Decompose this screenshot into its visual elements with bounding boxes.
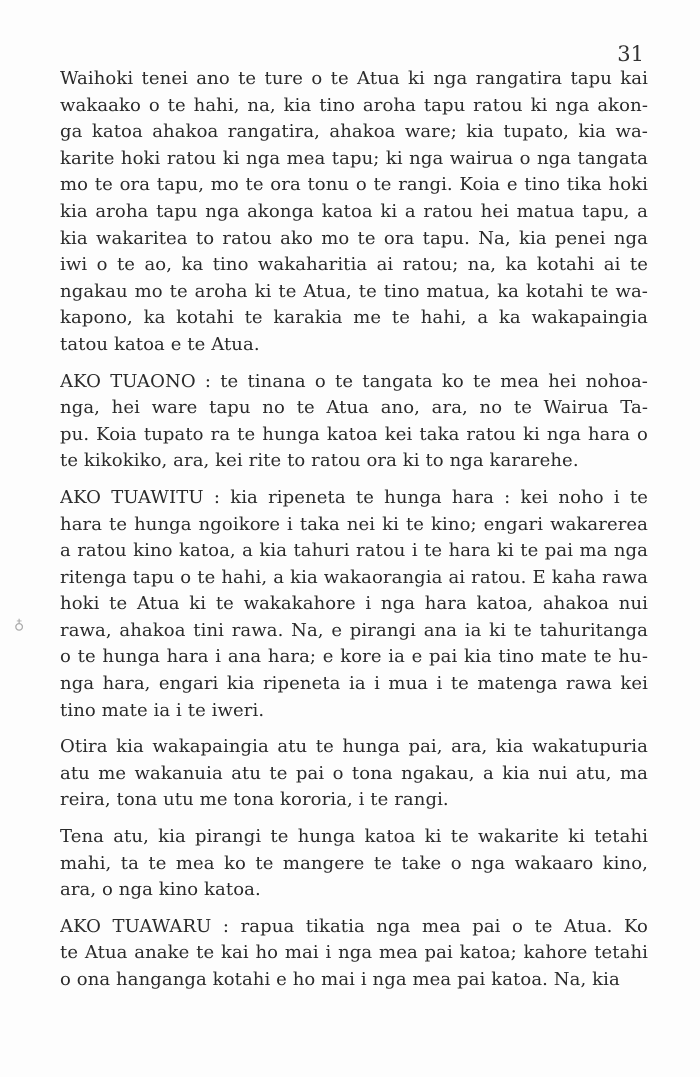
- margin-mark: ♁: [14, 617, 25, 633]
- text-line: te Atua anake te kai ho mai i nga mea pai katoa; kahore tetahi: [60, 942, 648, 964]
- text-line: mo te ora tapu, mo te ora tonu o te rangi. Koia e tino tika hoki: [60, 174, 648, 196]
- text-line: o te hunga hara i ana hara; e kore ia e pai kia tino mate te hu-: [60, 646, 648, 668]
- paragraph-gap: [60, 904, 648, 914]
- text-line: nga, hei ware tapu no te Atua ano, ara, no te Wairua Ta-: [60, 397, 648, 419]
- paragraph-gap: [60, 724, 648, 734]
- text-line: rawa, ahakoa tini rawa. Na, e pirangi ana ia ki te tahuritanga: [60, 619, 648, 641]
- text-line: iwi o te ao, ka tino wakaharitia ai ratou; na, ka kotahi ai te: [60, 254, 648, 276]
- text-line: mahi, ta te mea ko te mangere te take o nga wakaaro kino,: [60, 852, 648, 874]
- paragraph: [60, 66, 648, 359]
- text-line: kapono, ka kotahi te karakia me te hahi, a ka wakapaingia: [60, 307, 648, 329]
- text-line: wakaako o te hahi, na, kia tino aroha tapu ratou ki nga akon-: [60, 94, 648, 116]
- text-line: AKO TUAWARU : rapua tikatia nga mea pai o te Atua. Ko: [60, 915, 648, 937]
- paragraph: [60, 734, 648, 814]
- text-line: atu me wakanuia atu te pai o tona ngakau, a kia nui atu, ma: [60, 762, 648, 784]
- paragraph: [60, 485, 648, 724]
- text-line: ngakau mo te aroha ki te Atua, te tino matua, ka kotahi te wa-: [60, 280, 648, 302]
- text-line: Otira kia wakapaingia atu te hunga pai, ara, kia wakatupuria: [60, 736, 648, 758]
- text-line: hara te hunga ngoikore i taka nei ki te kino; engari wakarerea: [60, 513, 648, 535]
- text-line: ara, o nga kino katoa.: [60, 879, 261, 901]
- text-line: te kikokiko, ara, kei rite to ratou ora ki to nga kararehe.: [60, 450, 579, 472]
- text-line: tino mate ia i te iweri.: [60, 699, 265, 721]
- paragraph: [60, 914, 648, 994]
- paragraph-gap: [60, 475, 648, 485]
- text-line: hoki te Atua ki te wakakahore i nga hara katoa, ahakoa nui: [60, 593, 648, 615]
- paragraph-gap: [60, 814, 648, 824]
- text-line: ga katoa ahakoa rangatira, ahakoa ware; kia tupato, kia wa-: [60, 121, 648, 143]
- text-line: kia wakaritea to ratou ako mo te ora tapu. Na, kia penei nga: [60, 227, 648, 249]
- text-line: a ratou kino katoa, a kia tahuri ratou i te hara ki te pai ma nga: [60, 540, 648, 562]
- text-line: reira, tona utu me tona kororia, i te rangi.: [60, 789, 449, 811]
- paragraph-gap: [60, 359, 648, 369]
- text-line: nga hara, engari kia ripeneta ia i mua i te matenga rawa kei: [60, 673, 648, 695]
- text-line: AKO TUAWITU : kia ripeneta te hunga hara : kei noho i te: [60, 486, 648, 508]
- text-line: tatou katoa e te Atua.: [60, 333, 260, 355]
- text-line: Tena atu, kia pirangi te hunga katoa ki te wakarite ki tetahi: [60, 826, 648, 848]
- page-number: 31: [617, 42, 644, 66]
- text-line: ritenga tapu o te hahi, a kia wakaorangia ai ratou. E kaha rawa: [60, 566, 648, 588]
- paragraph: [60, 824, 648, 904]
- text-line: o ona hanganga kotahi e ho mai i nga mea pai katoa. Na, kia: [60, 969, 620, 990]
- text-line: karite hoki ratou ki nga mea tapu; ki nga wairua o nga tangata: [60, 147, 648, 169]
- body-text: [60, 66, 648, 994]
- text-line: AKO TUAONO : te tinana o te tangata ko te mea hei nohoa-: [60, 370, 648, 392]
- text-line: kia aroha tapu nga akonga katoa ki a ratou hei matua tapu, a: [60, 200, 648, 222]
- text-line: pu. Koia tupato ra te hunga katoa kei taka ratou ki nga hara o: [60, 423, 648, 445]
- text-line: Waihoki tenei ano te ture o te Atua ki nga rangatira tapu kai: [60, 68, 648, 89]
- paragraph: [60, 369, 648, 475]
